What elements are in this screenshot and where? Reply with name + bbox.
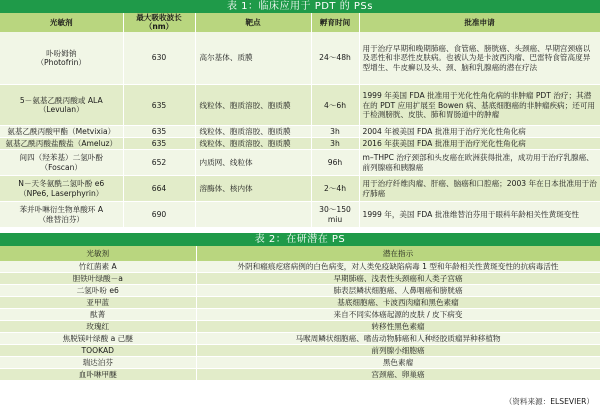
ps-name: 焦脱镁叶绿酸 a 己醚 [0, 333, 196, 345]
incubation-time: 2～4h [311, 176, 359, 202]
table1-header-row [0, 13, 600, 32]
incubation-time: 30～150 miu [311, 202, 359, 228]
table-row [0, 126, 600, 138]
table2-header-indication: 潜在指示 [196, 246, 600, 261]
ps-name: 瑞达泊芬 [0, 357, 196, 369]
drug-name-line: （Photofrin） [36, 58, 87, 68]
incubation-time: 4～6h [311, 85, 359, 126]
ps-indication: 外阴和瘢痕疙瘩病例的白色病变，对人类免疫缺陷病毒 1 型和年龄相关性黄斑变性的抗病毒活性 [196, 261, 600, 273]
approval-text: 用于治疗纤维肉瘤、肝癌、脑癌和口腔癌；2003 年在日本批准用于治疗肺癌 [359, 176, 600, 202]
approval-text: 1999 年，美国 FDA 批准维替泊芬用于眼科年龄相关性黄斑变性 [359, 202, 600, 228]
table2 [0, 246, 600, 381]
ps-indication: 基底细胞癌、卡波西肉瘤和黑色素瘤 [196, 297, 600, 309]
ps-indication: 宫颈癌、卵巢癌 [196, 369, 600, 381]
table1-header-approval: 批准申请 [359, 13, 600, 32]
table-row [0, 273, 600, 285]
ps-name: 二氢卟吩 e6 [0, 285, 196, 297]
ps-name: 酞菁 [0, 309, 196, 321]
table1-header-wavelength: 最大吸收波长（nm） [123, 13, 195, 32]
ps-indication: 转移性黑色素瘤 [196, 321, 600, 333]
table-row [0, 138, 600, 150]
drug-name-line: N－天冬氨酰二氢卟酚 e6 [18, 179, 105, 189]
max-wavelength: 690 [123, 202, 195, 228]
incubation-time: 3h [311, 138, 359, 150]
approval-text: 1999 年美国 FDA 批准用于光化性角化病的非肿瘤 PDT 治疗；其潜在的 PDT 应用扩展至 Bowen 病、基底细胞癌的非肿瘤疾病；还可用于检测膀胱、皮肤、肺和胃肠道中的肿瘤 [359, 85, 600, 126]
drug-name-line: 卟吩姆钠 [46, 48, 77, 58]
drug-name-line: 氨基乙酰丙酸盐酸盐（Ameluz） [5, 139, 118, 149]
table-row [0, 202, 600, 228]
table-row [0, 357, 600, 369]
ps-indication: 前列腺小细胞癌 [196, 345, 600, 357]
ps-name: 血卟啉甲醚 [0, 369, 196, 381]
table-row [0, 285, 600, 297]
max-wavelength: 635 [123, 138, 195, 150]
table-row [0, 345, 600, 357]
drug-name-line: 间四（羟苯基）二氢卟酚 [19, 153, 104, 163]
max-wavelength: 630 [123, 32, 195, 85]
drug-name [0, 150, 123, 176]
table1-header-drug: 光敏剂 [0, 13, 123, 32]
target [195, 202, 311, 228]
target: 高尔基体、质膜 [195, 32, 311, 85]
ps-indication: 马喉周鳞状细胞癌、嗜齿动物肺癌和人种经胶质瘤异种移植物 [196, 333, 600, 345]
drug-name-line: （Foscan） [40, 162, 83, 172]
source-note: （资料来源：ELSEVIER） [504, 396, 594, 406]
approval-text: 2004 年被美国 FDA 批准用于治疗光化性角化病 [359, 126, 600, 138]
target: 线粒体、胞质溶胶、胞质膜 [195, 138, 311, 150]
drug-name-line: 5－氨基乙酰丙酸或 ALA [19, 95, 103, 105]
max-wavelength: 635 [123, 85, 195, 126]
approval-text: 2016 年获美国 FDA 批准用于治疗光化性角化病 [359, 138, 600, 150]
drug-name [0, 202, 123, 228]
ps-name: 亚甲蓝 [0, 297, 196, 309]
ps-name: 玫瑰红 [0, 321, 196, 333]
drug-name [0, 126, 123, 138]
table1-header-time: 孵育时间 [311, 13, 359, 32]
drug-name-line: （NPe6, Laserphyrin） [19, 188, 104, 198]
table-row [0, 32, 600, 85]
table1-header-target: 靶点 [195, 13, 311, 32]
ps-indication: 早期肺癌、浅表性头颈癌和人类子宫癌 [196, 273, 600, 285]
drug-name-line: 苯并卟啉衍生物单酸环 A [19, 205, 104, 215]
ps-name: TOOKAD [0, 345, 196, 357]
drug-name [0, 85, 123, 126]
approval-text: 用于治疗早期和晚期肺癌、食管癌、膀胱癌、头颈癌、早期宫颈癌以及恶性和非恶性皮肤病。也被认为是卡波西肉瘤、巴雷特食管高度异型增生、牛皮癣以及头、颈、脑和乳腺癌的潜在疗法 [359, 32, 600, 85]
target: 内质网、线粒体 [195, 150, 311, 176]
table2-title: 表 2：在研潜在 PS [0, 233, 600, 246]
target: 线粒体、胞质溶胶、胞质膜 [195, 85, 311, 126]
target: 溶酶体、核内体 [195, 176, 311, 202]
drug-name-line: 氨基乙酰丙酸甲酯（Metvixia） [7, 127, 116, 137]
table-row [0, 369, 600, 381]
max-wavelength: 664 [123, 176, 195, 202]
ps-indication: 肺表层鳞状细胞癌、人鼻咽癌和膀胱癌 [196, 285, 600, 297]
incubation-time: 96h [311, 150, 359, 176]
approval-text: m–THPC 治疗颈部和头皮癌在欧洲获得批准，成功用于治疗乳腺癌、前列腺癌和胰腺癌 [359, 150, 600, 176]
ps-name: 胆铁叶绿酸－a [0, 273, 196, 285]
max-wavelength: 652 [123, 150, 195, 176]
table1 [0, 13, 600, 228]
table2-header-drug: 光敏剂 [0, 246, 196, 261]
ps-name: 竹红菌素 A [0, 261, 196, 273]
drug-name-line: （维替泊芬） [38, 214, 85, 224]
table-row [0, 309, 600, 321]
ps-indication: 来自不同实体癌起源的皮肤 / 皮下病变 [196, 309, 600, 321]
ps-indication: 黑色素瘤 [196, 357, 600, 369]
drug-name-line: （Levulan） [38, 105, 84, 115]
incubation-time: 3h [311, 126, 359, 138]
table-row [0, 297, 600, 309]
table-row [0, 176, 600, 202]
table-row [0, 85, 600, 126]
incubation-time: 24～48h [311, 32, 359, 85]
drug-name [0, 176, 123, 202]
drug-name [0, 32, 123, 85]
table-row [0, 333, 600, 345]
drug-name [0, 138, 123, 150]
table1-title: 表 1：临床应用于 PDT 的 PSs [0, 0, 600, 13]
table-row [0, 261, 600, 273]
table-row [0, 321, 600, 333]
table-row [0, 150, 600, 176]
table2-header-row [0, 246, 600, 261]
max-wavelength: 635 [123, 126, 195, 138]
target: 线粒体、胞质溶胶、胞质膜 [195, 126, 311, 138]
